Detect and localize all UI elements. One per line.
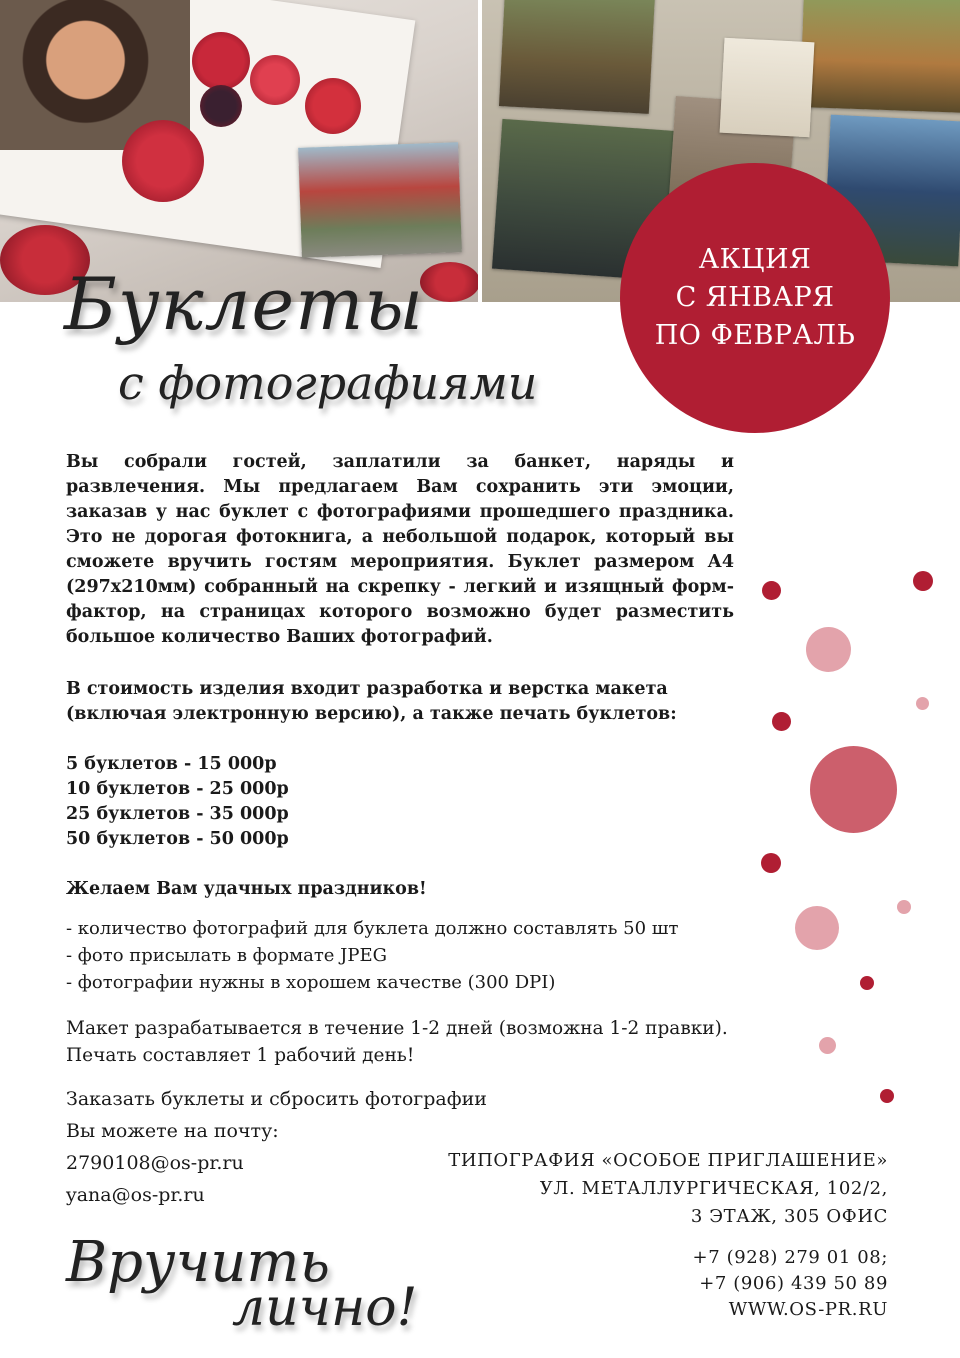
decor-dot [772,712,791,731]
decor-dot [810,746,897,833]
cost-paragraph: В стоимость изделия входит разработка и верстка макета (включая электронную версию), а также печать буклетов: [66,679,677,724]
phone-1[interactable]: +7 (928) 279 01 08; [692,1247,888,1268]
decor-dot [916,697,929,710]
decor-dot [795,906,839,950]
booklet-photo-left [0,0,478,302]
phone-2[interactable]: +7 (906) 439 50 89 [699,1273,888,1294]
event-photo [298,142,462,258]
company-address [428,1147,888,1231]
terms-paragraph [66,1015,746,1069]
requirements-list [66,915,734,996]
decor-dot [860,976,874,990]
decor-dot [897,900,911,914]
decor-dot [762,581,781,600]
requirement-item: - количество фотографий для буклета должно составлять 50 шт [66,918,679,939]
price-list [66,752,734,852]
email-link-1[interactable]: 2790108@os-pr.ru [66,1152,244,1174]
requirement-item: - фото присылать в формате JPEG [66,945,388,966]
decor-dot [761,853,781,873]
company-name: ТИПОГРАФИЯ «ОСОБОЕ ПРИГЛАШЕНИЕ» [448,1150,888,1171]
terms-line-2: Печать составляет 1 рабочий день! [66,1045,415,1066]
promo-line-2: С ЯНВАРЯ [675,282,835,313]
website-link[interactable]: WWW.OS-PR.RU [728,1299,888,1320]
price-item: 5 буклетов - 15 000р [66,754,277,774]
decor-dot [806,627,851,672]
subtitle-script: с фотографиями [118,356,538,410]
price-item: 50 буклетов - 50 000р [66,829,289,849]
order-line-2: Вы можете на почту: [66,1120,279,1142]
company-contacts [588,1245,888,1323]
price-item: 10 буклетов - 25 000р [66,779,289,799]
decor-dot [819,1037,836,1054]
promo-badge [620,163,890,433]
intro-paragraph: Вы собрали гостей, заплатили за банкет, наряды и развлечения. Мы предлагаем Вам сохранить эти эмоции, заказав у нас буклет с фотографиями прошедшего праздника. Это не дорогая фотокнига, а небольшой подарок, который вы сможете вручить гостям мероприятия. Буклет размером А4 (297х210мм) собранный на скрепку - легкий и изящный форм-фактор, на страницах которого возможно будет разместить большое количество Ваших фотографий. [66,452,734,647]
address-line-1: УЛ. МЕТАЛЛУРГИЧЕСКАЯ, 102/2, [539,1178,888,1199]
title-script: Буклеты [64,262,425,346]
decor-dot [913,571,933,591]
promo-line-1: АКЦИЯ [698,244,812,275]
address-line-2: 3 ЭТАЖ, 305 ОФИС [690,1206,888,1227]
order-line-1: Заказать буклеты и сбросить фотографии [66,1088,487,1110]
price-item: 25 буклетов - 35 000р [66,804,289,824]
footer-script-line-2: лично! [232,1278,418,1338]
email-link-2[interactable]: yana@os-pr.ru [66,1184,205,1206]
requirement-item: - фотографии нужны в хорошем качестве (300 DPI) [66,972,556,993]
footer-script-line-1: Вручить [66,1230,330,1295]
promo-line-3: ПО ФЕВРАЛЬ [654,320,856,351]
decor-dot [880,1089,894,1103]
wish-line: Желаем Вам удачных праздников! [66,879,427,899]
terms-line-1: Макет разрабатывается в течение 1-2 дней (возможна 1-2 правки). [66,1018,728,1039]
